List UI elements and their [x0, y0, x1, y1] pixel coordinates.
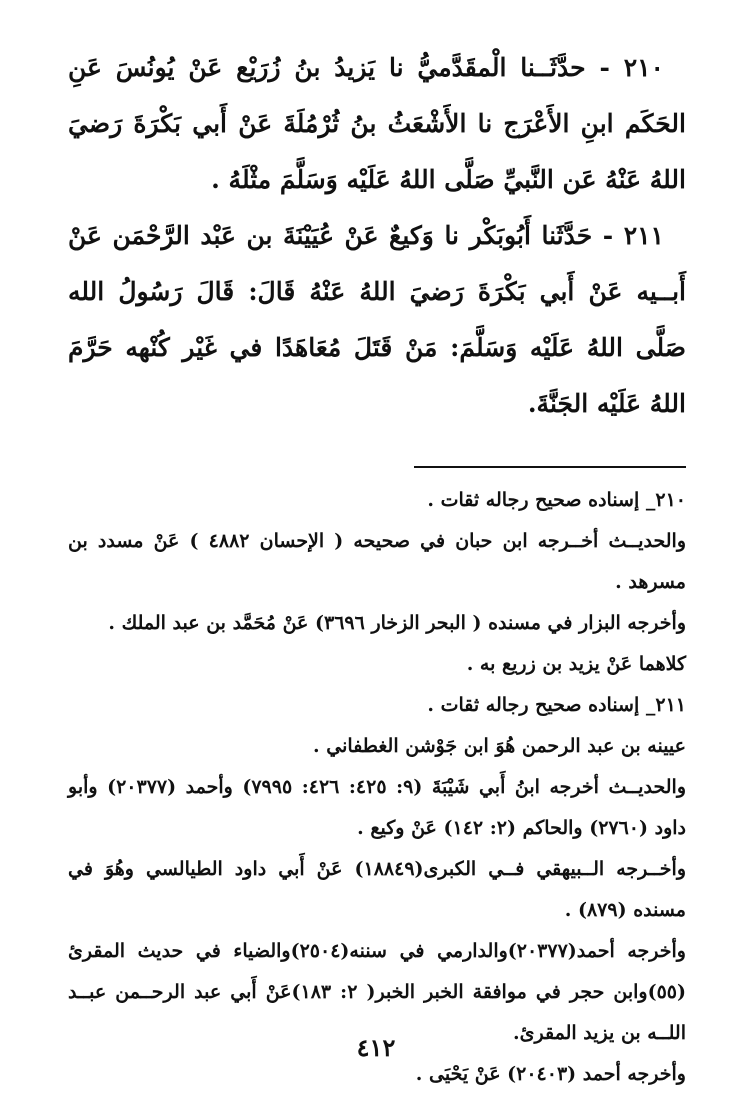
- footnote-line: ٢١١_ إسناده صحيح رجاله ثقات .: [427, 694, 686, 716]
- footnote-line: وأخرجه أحمد(٢٠٣٧٧)والدارمي في سننه(٢٥٠٤)والضياء في حديث المقرئ (٥٥)وابن حجر في موافقة الخبر الخبر( ٢: ١٨٣)عَنْ أَبي عبد الرحــمن عبــد اللــه بن يزيد المقرئ.: [68, 940, 686, 1044]
- footnote-line: كلاهما عَنْ يزيد بن زريع به .: [466, 653, 686, 675]
- footnote-line: ٢١٠_ إسناده صحيح رجاله ثقات .: [427, 489, 686, 511]
- footnote-line: والحديــث أخــرجه ابن حبان في صحيحه ( الإحسان ٤٨٨٢ ) عَنْ مسدد بن مسرهد .: [68, 530, 687, 593]
- footnotes: [68, 480, 686, 1095]
- footnote-line: وأخرجه البزار في مسنده ( البحر الزخار ٣٦٩٦) عَنْ مُحَمَّد بن عبد الملك .: [108, 612, 686, 634]
- footnote-line: والحديــث أخرجه ابنُ أَبي شَيْبَةَ (٩: ٤٢٥: ٤٢٦: ٧٩٩٥) وأحمد (٢٠٣٧٧) وأبو داود (٢٧٦٠) والحاكم (٢: ١٤٢) عَنْ وكيع .: [68, 776, 686, 839]
- footnote-line: عيينه بن عبد الرحمن هُوَ ابن جَوْشن الغطفاني .: [313, 735, 686, 757]
- book-page: [68, 40, 687, 1085]
- page-number: ٤١٢: [356, 1033, 396, 1062]
- hadith-211: ٢١١ - حَدَّثَنا أَبُوبَكْر نا وَكيعٌ عَنْ عُيَيْنَةَ بن عَبْد الرَّحْمَن عَنْ أَبــيه عَنْ أَبي بَكْرَةَ رَضيَ اللهُ عَنْهُ قَالَ: قَالَ رَسُولُ الله صَلَّى اللهُ عَلَيْه وَسَلَّمَ: مَنْ قَتَلَ مُعَاهَدًا في غَيْر كُنْهه حَرَّمَ اللهُ عَلَيْه الجَنَّةَ.: [68, 221, 686, 418]
- footnote-divider: [414, 466, 686, 468]
- footnote-line: وأخــرجه الــبيهقي فــي الكبرى(١٨٨٤٩) عَنْ أَبي داود الطيالسي وهُوَ في مسنده (٨٧٩) .: [68, 858, 686, 921]
- hadith-210: ٢١٠ - حدَّثَــنا الْمقَدَّميُّ نا يَزيدُ بنُ زُرَيْع عَنْ يُونُسَ عَنِ الحَكَم ابنِ الأَعْرَج نا الأَشْعَثُ بنُ ثُرْمُلَةَ عَنْ أَبي بَكْرَةَ رَضيَ اللهُ عَنْهُ عَن النَّبيِّ صَلَّى اللهُ عَلَيْه وَسَلَّمَ مثْلَهُ .: [68, 53, 686, 194]
- hadith-text: [68, 40, 686, 432]
- footnote-line: وأخرجه أحمد (٢٠٤٠٣) عَنْ يَحْيَى .: [415, 1063, 686, 1085]
